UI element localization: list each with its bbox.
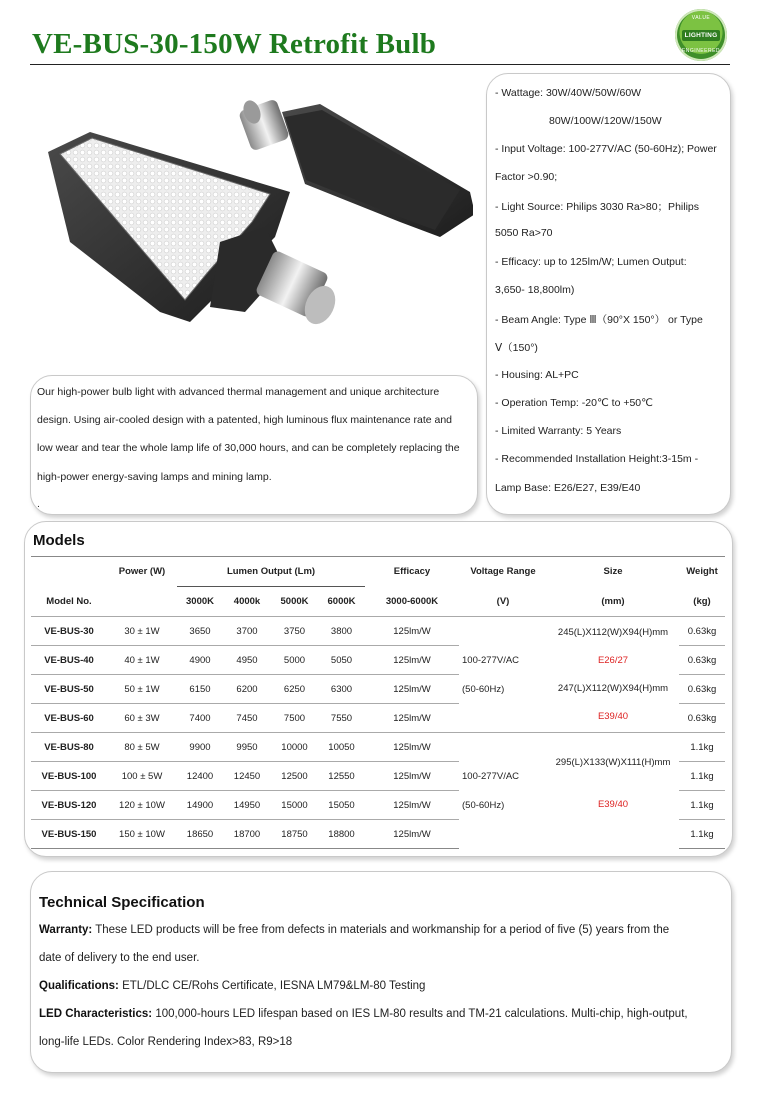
warranty-line xyxy=(39,924,669,936)
description-line: . xyxy=(37,498,40,510)
cell-weight: 1.1kg xyxy=(679,791,725,820)
size-value: 295(L)X133(W)X111(H)mm xyxy=(555,756,671,768)
page-title: VE-BUS-30-150W Retrofit Bulb xyxy=(32,28,437,60)
spec-line: Ⅴ（150°) xyxy=(495,342,538,354)
header-cct: 4000k xyxy=(233,596,261,607)
cell-lumen: 7400 xyxy=(177,704,223,733)
cell-weight: 0.63kg xyxy=(679,704,725,733)
table-row xyxy=(31,617,725,646)
warranty-line-2: date of delivery to the end user. xyxy=(39,952,200,964)
header-power-blank xyxy=(107,587,177,617)
cell-power: 150 ± 10W xyxy=(107,820,177,849)
cell-lumen: 9950 xyxy=(223,733,271,762)
spec-line: - Input Voltage: 100-277V/AC (50-60Hz); Power xyxy=(495,143,717,155)
spec-line: - Recommended Installation Height:3-15m - xyxy=(495,453,699,465)
cell-power: 100 ± 5W xyxy=(107,762,177,791)
cell-power: 40 ± 1W xyxy=(107,646,177,675)
cell-lumen: 10050 xyxy=(318,733,365,762)
qualifications-line xyxy=(39,980,425,992)
models-title: Models xyxy=(33,532,85,549)
led-characteristics-line-2: long-life LEDs. Color Rendering Index>83, R9>18 xyxy=(39,1036,293,1048)
cell-power: 120 ± 10W xyxy=(107,791,177,820)
cell-voltage-group1 xyxy=(459,617,547,733)
cell-size-group1 xyxy=(547,617,679,733)
cell-lumen: 3650 xyxy=(177,617,223,646)
logo-ring-text-top: VALUE xyxy=(691,15,711,21)
cell-weight: 1.1kg xyxy=(679,733,725,762)
header-efficacy: Efficacy xyxy=(365,557,459,587)
voltage-frequency: (50-60Hz) xyxy=(462,683,505,695)
cell-lumen: 3700 xyxy=(223,617,271,646)
spec-line: - Operation Temp: -20℃ to +50℃ xyxy=(495,397,653,409)
description-box xyxy=(30,375,478,515)
header-weight-sub: (kg) xyxy=(693,595,711,607)
lamp-base: E39/40 xyxy=(597,798,629,810)
cell-lumen: 12400 xyxy=(177,762,223,791)
description-line: design. Using air-cooled design with a patented, high luminous flux maintenance rate and xyxy=(37,414,453,426)
spec-line: - Wattage: 30W/40W/50W/60W xyxy=(495,87,642,99)
cell-lumen: 18650 xyxy=(177,820,223,849)
value-lighting-logo xyxy=(675,9,727,61)
header-cct: 3000K xyxy=(186,596,214,607)
voltage-frequency: (50-60Hz) xyxy=(462,799,505,811)
cell-lumen: 3800 xyxy=(318,617,365,646)
spec-line: - Beam Angle: Type Ⅲ（90°X 150°） or Type xyxy=(495,314,703,326)
spec-line: 80W/100W/120W/150W xyxy=(549,115,662,127)
product-image xyxy=(30,72,473,365)
cell-weight: 0.63kg xyxy=(679,646,725,675)
models-section xyxy=(24,521,733,857)
spec-line: Lamp Base: E26/E27, E39/E40 xyxy=(495,482,641,494)
cell-efficacy: 125lm/W xyxy=(365,733,459,762)
logo-main-text: LIGHTING xyxy=(682,30,721,41)
cell-lumen: 12550 xyxy=(318,762,365,791)
cell-lumen: 18800 xyxy=(318,820,365,849)
cell-efficacy: 125lm/W xyxy=(365,675,459,704)
spec-line: - Light Source: Philips 3030 Ra>80；Philips xyxy=(495,201,699,213)
qualifications-label: Qualifications: xyxy=(39,980,119,992)
cell-power: 60 ± 3W xyxy=(107,704,177,733)
cell-lumen: 6200 xyxy=(223,675,271,704)
cell-lumen: 12500 xyxy=(271,762,318,791)
led-characteristics-line xyxy=(39,1008,688,1020)
voltage-value: 100-277V/AC xyxy=(462,654,520,666)
cell-model: VE-BUS-60 xyxy=(31,704,107,733)
cell-lumen: 18750 xyxy=(271,820,318,849)
spec-line: - Efficacy: up to 125lm/W; Lumen Output: xyxy=(495,256,687,268)
lamp-base: E39/40 xyxy=(597,710,629,722)
cell-weight: 0.63kg xyxy=(679,675,725,704)
spec-line: 5050 Ra>70 xyxy=(495,227,553,239)
cell-lumen: 10000 xyxy=(271,733,318,762)
cell-lumen: 9900 xyxy=(177,733,223,762)
header-power: Power (W) xyxy=(107,557,177,587)
cell-model: VE-BUS-40 xyxy=(31,646,107,675)
description-line: low wear and tear the whole lamp life of 30,000 hours, and can be completely replacing the xyxy=(37,442,460,454)
cell-lumen: 15000 xyxy=(271,791,318,820)
cell-model: VE-BUS-100 xyxy=(31,762,107,791)
cell-lumen: 5050 xyxy=(318,646,365,675)
models-table xyxy=(31,556,725,849)
cell-lumen: 15050 xyxy=(318,791,365,820)
cell-efficacy: 125lm/W xyxy=(365,617,459,646)
cell-lumen: 7500 xyxy=(271,704,318,733)
cell-lumen: 6300 xyxy=(318,675,365,704)
header-model: Model No. xyxy=(46,595,92,607)
cell-model: VE-BUS-50 xyxy=(31,675,107,704)
size-value: 245(L)X112(W)X94(H)mm xyxy=(557,626,669,638)
cell-lumen: 6250 xyxy=(271,675,318,704)
cell-lumen: 5000 xyxy=(271,646,318,675)
header-lumen: Lumen Output (Lm) xyxy=(177,557,365,587)
cell-power: 50 ± 1W xyxy=(107,675,177,704)
cell-voltage-group2 xyxy=(459,733,547,849)
cell-model: VE-BUS-120 xyxy=(31,791,107,820)
cell-model: VE-BUS-80 xyxy=(31,733,107,762)
spec-line: Factor >0.90; xyxy=(495,171,558,183)
cell-lumen: 4950 xyxy=(223,646,271,675)
cell-lumen: 7550 xyxy=(318,704,365,733)
voltage-value: 100-277V/AC xyxy=(462,770,520,782)
cell-power: 30 ± 1W xyxy=(107,617,177,646)
title-divider xyxy=(30,64,730,65)
spec-line: 3,650- 18,800lm) xyxy=(495,284,575,296)
qualifications-text: ETL/DLC CE/Rohs Certificate, IESNA LM79&LM-80 Testing xyxy=(118,980,426,992)
header-voltage-sub: (V) xyxy=(496,595,510,607)
cell-efficacy: 125lm/W xyxy=(365,762,459,791)
size-value: 247(L)X112(W)X94(H)mm xyxy=(557,682,669,694)
cell-efficacy: 125lm/W xyxy=(365,791,459,820)
header-weight: Weight xyxy=(679,557,725,587)
cell-lumen: 6150 xyxy=(177,675,223,704)
cell-lumen: 14950 xyxy=(223,791,271,820)
cell-weight: 1.1kg xyxy=(679,762,725,791)
cell-weight: 1.1kg xyxy=(679,820,725,849)
technical-spec-section xyxy=(30,871,732,1073)
cell-size-group2 xyxy=(547,733,679,849)
cell-lumen: 12450 xyxy=(223,762,271,791)
lamp-base: E26/27 xyxy=(597,654,629,666)
cell-lumen: 14900 xyxy=(177,791,223,820)
description-line: Our high-power bulb light with advanced thermal management and unique architecture xyxy=(37,386,440,398)
cell-lumen: 18700 xyxy=(223,820,271,849)
spec-line: - Housing: AL+PC xyxy=(495,369,579,381)
cell-weight: 0.63kg xyxy=(679,617,725,646)
warranty-label: Warranty: xyxy=(39,924,93,936)
cell-lumen: 3750 xyxy=(271,617,318,646)
led-characteristics-text: 100,000-hours LED lifespan based on IES LM-80 results and TM-21 calculations. Multi-chip, high-output, xyxy=(152,1008,688,1020)
table-row xyxy=(31,733,725,762)
header-cct: 5000K xyxy=(280,596,309,607)
cell-lumen: 4900 xyxy=(177,646,223,675)
header-voltage: Voltage Range xyxy=(459,557,547,587)
cell-efficacy: 125lm/W xyxy=(365,704,459,733)
header-cct: 6000K xyxy=(327,596,356,607)
warranty-text: These LED products will be free from defects in materials and workmanship for a period of five (5) years from the xyxy=(92,924,670,936)
header-size: Size xyxy=(547,557,679,587)
led-characteristics-label: LED Characteristics: xyxy=(39,1008,153,1020)
header-model-blank xyxy=(31,557,107,587)
cell-model: VE-BUS-150 xyxy=(31,820,107,849)
description-line: high-power energy-saving lamps and mining lamp. xyxy=(37,471,272,483)
cell-efficacy: 125lm/W xyxy=(365,820,459,849)
cell-lumen: 7450 xyxy=(223,704,271,733)
cell-power: 80 ± 5W xyxy=(107,733,177,762)
spec-line: - Limited Warranty: 5 Years xyxy=(495,425,622,437)
cell-efficacy: 125lm/W xyxy=(365,646,459,675)
cell-model: VE-BUS-30 xyxy=(31,617,107,646)
spec-summary-box xyxy=(486,73,731,515)
header-size-sub: (mm) xyxy=(601,595,625,607)
tech-spec-title: Technical Specification xyxy=(39,894,205,911)
header-efficacy-sub: 3000-6000K xyxy=(385,595,439,607)
logo-ring-text-bottom: ENGINEERED xyxy=(681,48,721,54)
